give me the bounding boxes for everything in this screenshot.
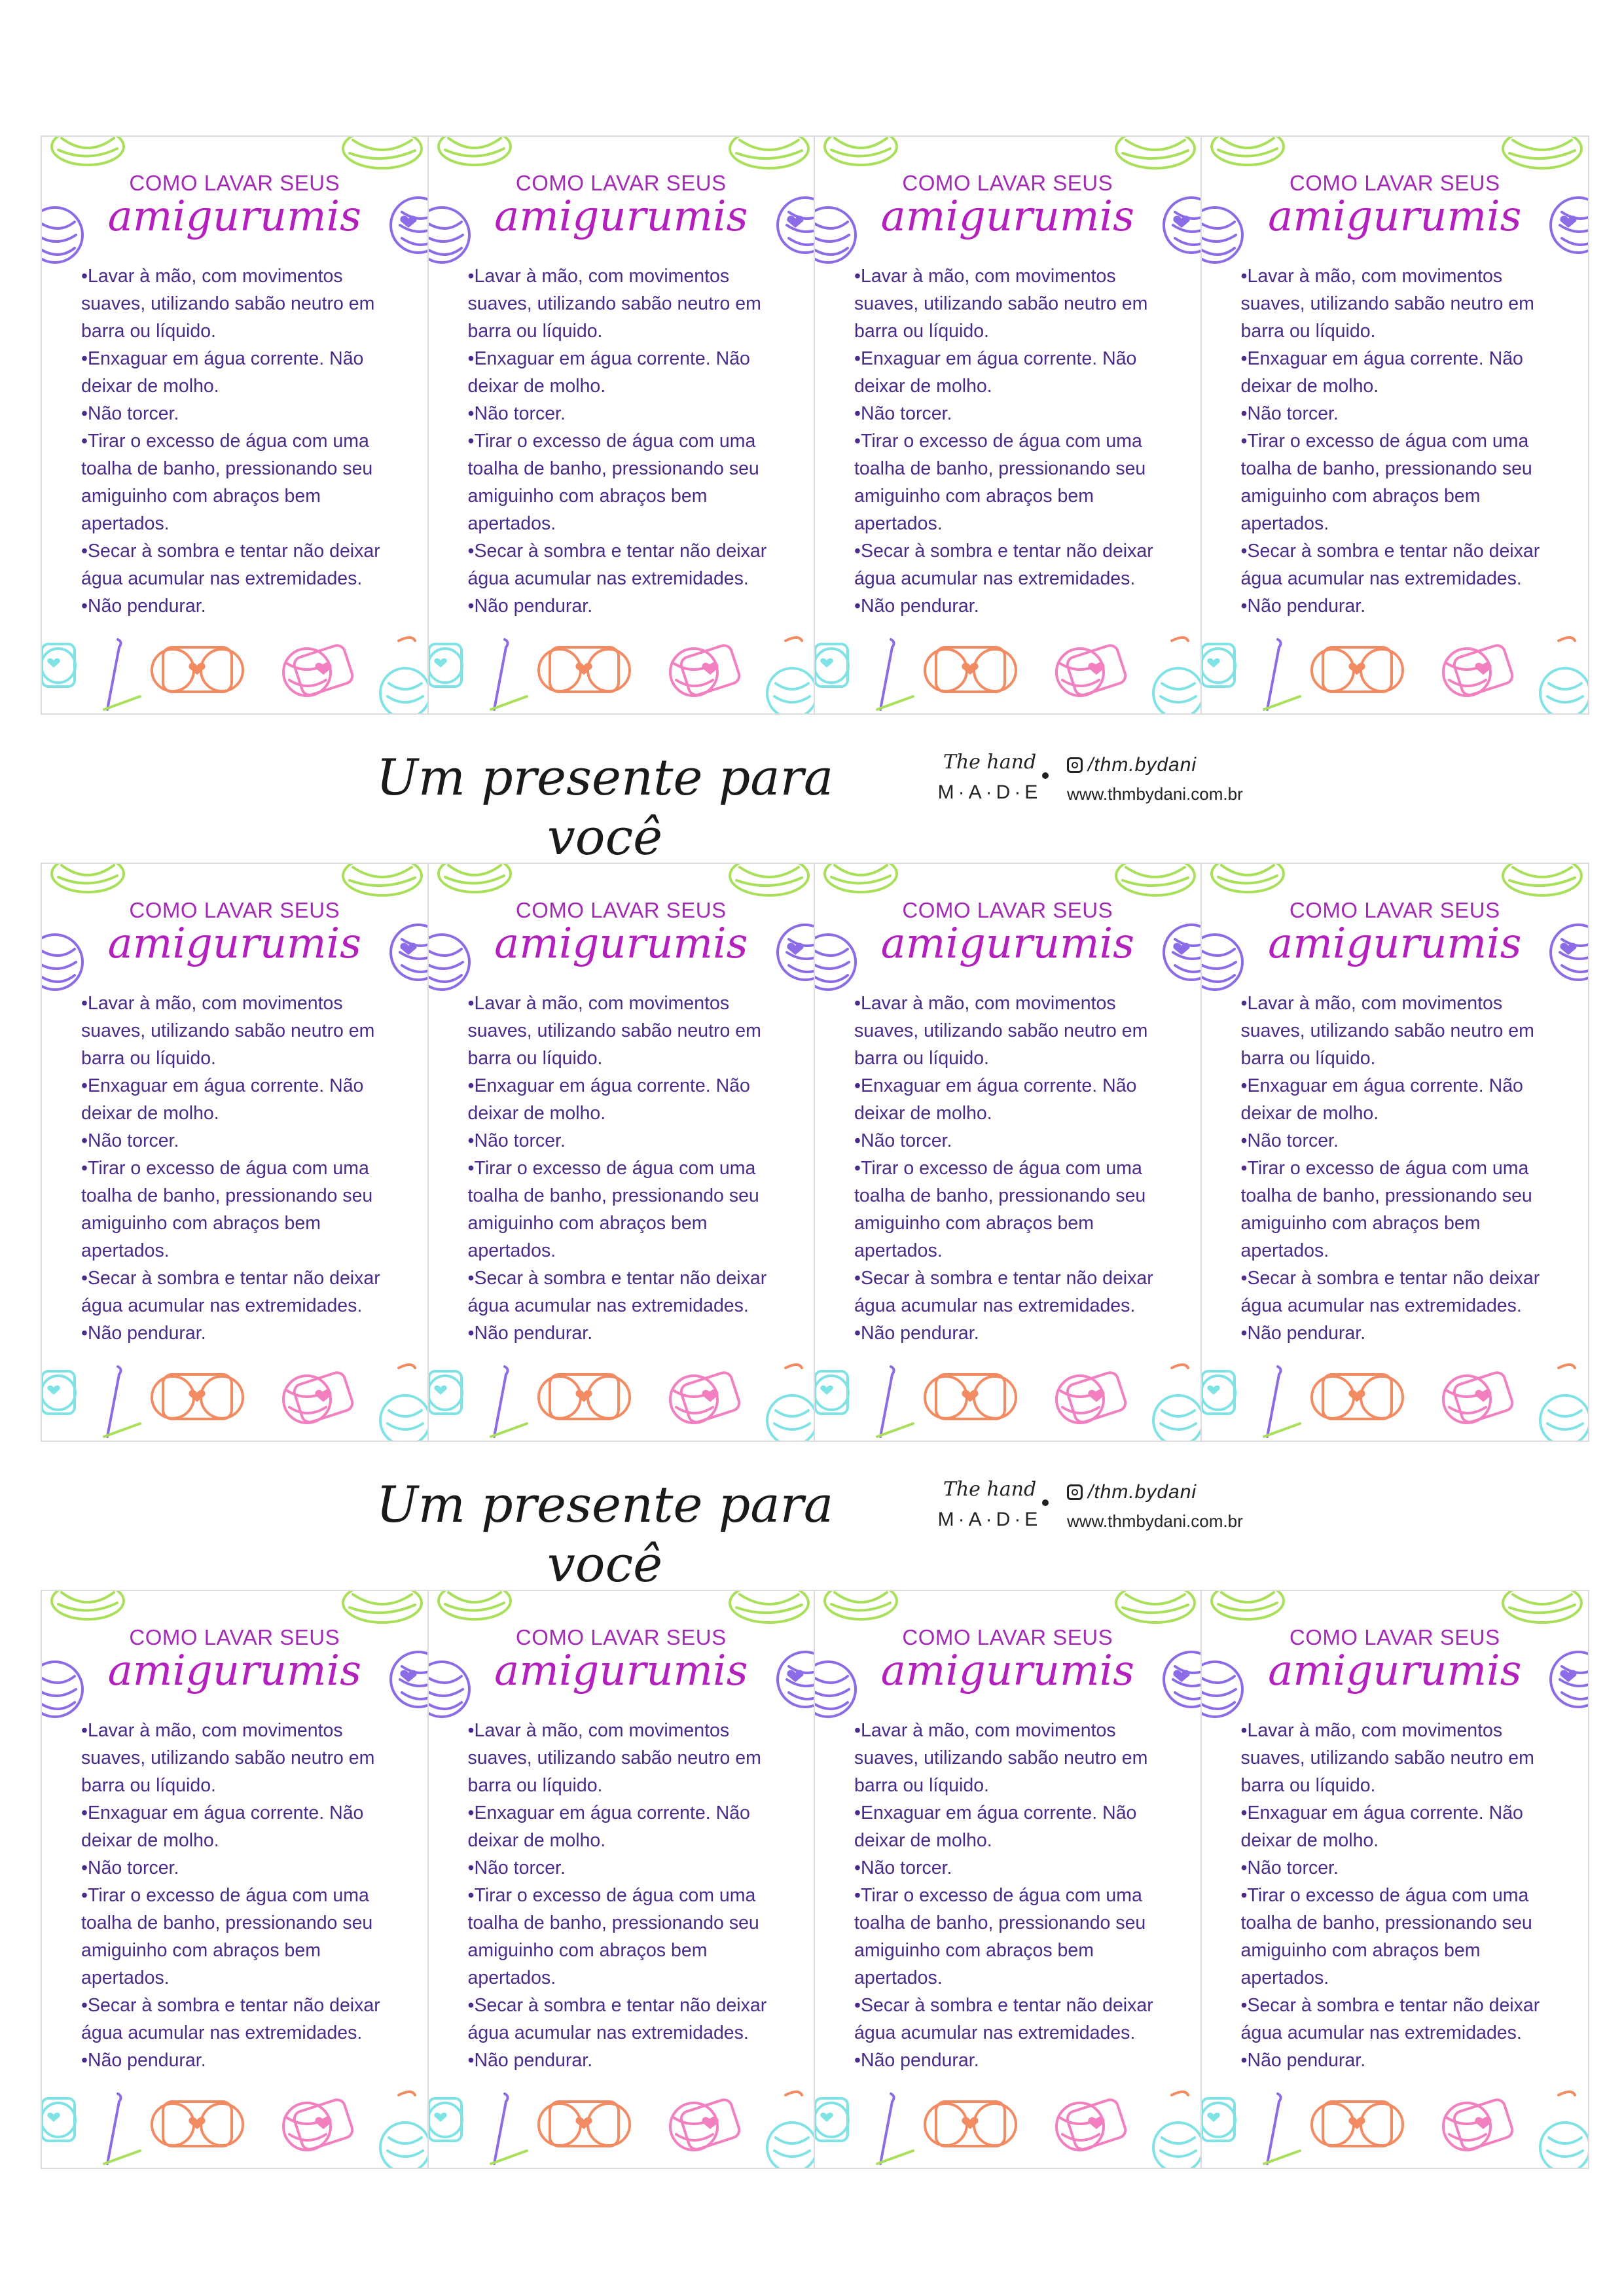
instagram-line: [1067, 1481, 1243, 1503]
care-step: • Lavar à mão, com movimentos suaves, utilizando sabão neutro em barra ou líquido.: [81, 1717, 402, 1799]
card-title-script: amigurumis: [494, 920, 748, 968]
care-card: [429, 1591, 816, 2168]
care-step: • Não torcer.: [854, 1854, 1175, 1882]
card-title-script: amigurumis: [494, 192, 748, 241]
care-card: [42, 864, 429, 1441]
care-step: • Tirar o excesso de água com uma toalha de banho, pressionando seu amiguinho com abraços bem apertados.: [81, 427, 402, 537]
care-card: [429, 137, 816, 713]
card-title-script: amigurumis: [107, 1647, 361, 1695]
care-steps-list: [1241, 1717, 1562, 2074]
care-step: • Não pendurar.: [468, 592, 789, 620]
care-step: • Tirar o excesso de água com uma toalha de banho, pressionando seu amiguinho com abraços bem apertados.: [468, 1882, 789, 1992]
brand-made: M·A·D·E: [937, 1509, 1042, 1530]
care-step: • Secar à sombra e tentar não deixar água acumular nas extremidades.: [468, 1992, 789, 2047]
care-steps-list: [854, 1717, 1175, 2074]
care-step: • Não torcer.: [81, 1127, 402, 1155]
care-step: • Tirar o excesso de água com uma toalha de banho, pressionando seu amiguinho com abraços bem apertados.: [1241, 1882, 1562, 1992]
care-step: • Não torcer.: [81, 400, 402, 427]
care-step: • Não pendurar.: [854, 592, 1175, 620]
care-steps-list: [468, 990, 789, 1347]
brand-script: The hand: [943, 1478, 1037, 1501]
website: www.thmbydani.com.br: [1067, 1511, 1243, 1531]
care-step: • Não pendurar.: [468, 1319, 789, 1347]
care-step: • Enxaguar em água corrente. Não deixar de molho.: [81, 345, 402, 400]
care-step: • Lavar à mão, com movimentos suaves, utilizando sabão neutro em barra ou líquido.: [1241, 1717, 1562, 1799]
brand-logo: [931, 753, 1049, 804]
care-step: • Enxaguar em água corrente. Não deixar de molho.: [854, 1799, 1175, 1854]
card-title-top: COMO LAVAR SEUS: [1289, 171, 1500, 195]
footer-band: [41, 747, 1589, 867]
card-title-top: COMO LAVAR SEUS: [902, 898, 1113, 922]
care-step: • Enxaguar em água corrente. Não deixar de molho.: [81, 1072, 402, 1127]
care-step: • Enxaguar em água corrente. Não deixar de molho.: [1241, 1799, 1562, 1854]
contact-info: [1067, 754, 1243, 804]
footer-band: [41, 1475, 1589, 1594]
care-step: • Enxaguar em água corrente. Não deixar de molho.: [468, 345, 789, 400]
care-step: • Não pendurar.: [854, 2047, 1175, 2074]
care-step: • Não torcer.: [1241, 400, 1562, 427]
website: www.thmbydani.com.br: [1067, 784, 1243, 804]
care-step: • Não torcer.: [854, 1127, 1175, 1155]
care-card: [42, 137, 429, 713]
card-title-top: COMO LAVAR SEUS: [902, 1625, 1113, 1649]
card-title-top: COMO LAVAR SEUS: [1289, 898, 1500, 922]
care-step: • Secar à sombra e tentar não deixar água acumular nas extremidades.: [1241, 1992, 1562, 2047]
care-step: • Tirar o excesso de água com uma toalha de banho, pressionando seu amiguinho com abraços bem apertados.: [1241, 1155, 1562, 1265]
brand-made: M·A·D·E: [937, 781, 1042, 803]
card-title-script: amigurumis: [1268, 1647, 1522, 1695]
care-step: • Não torcer.: [468, 1854, 789, 1882]
care-step: • Lavar à mão, com movimentos suaves, utilizando sabão neutro em barra ou líquido.: [468, 990, 789, 1072]
care-steps-list: [468, 1717, 789, 2074]
brand-script: The hand: [943, 751, 1037, 774]
care-card: [815, 1591, 1202, 2168]
care-step: • Enxaguar em água corrente. Não deixar de molho.: [1241, 345, 1562, 400]
care-step: • Secar à sombra e tentar não deixar água acumular nas extremidades.: [854, 1265, 1175, 1319]
care-step: • Secar à sombra e tentar não deixar água acumular nas extremidades.: [81, 1992, 402, 2047]
care-card: [815, 137, 1202, 713]
card-row: [41, 1590, 1589, 2169]
care-step: • Não torcer.: [1241, 1127, 1562, 1155]
care-step: • Tirar o excesso de água com uma toalha de banho, pressionando seu amiguinho com abraços bem apertados.: [468, 427, 789, 537]
card-title-script: amigurumis: [880, 192, 1134, 241]
care-step: • Não torcer.: [468, 400, 789, 427]
care-step: • Lavar à mão, com movimentos suaves, utilizando sabão neutro em barra ou líquido.: [81, 990, 402, 1072]
card-title-script: amigurumis: [880, 920, 1134, 968]
card-title-script: amigurumis: [107, 920, 361, 968]
gift-text: Um presente para você: [376, 748, 834, 867]
instagram-icon: [1067, 757, 1083, 773]
instagram-handle: /thm.bydani: [1088, 754, 1197, 776]
card-title-script: amigurumis: [1268, 192, 1522, 241]
card-row: [41, 135, 1589, 715]
card-title-top: COMO LAVAR SEUS: [515, 171, 727, 195]
care-step: • Secar à sombra e tentar não deixar água acumular nas extremidades.: [468, 1265, 789, 1319]
card-title-top: COMO LAVAR SEUS: [129, 171, 340, 195]
brand-logo: [931, 1480, 1049, 1531]
care-steps-list: [854, 990, 1175, 1347]
separator-dot: [1042, 772, 1049, 779]
care-step: • Tirar o excesso de água com uma toalha de banho, pressionando seu amiguinho com abraços bem apertados.: [854, 1882, 1175, 1992]
care-step: • Lavar à mão, com movimentos suaves, utilizando sabão neutro em barra ou líquido.: [854, 262, 1175, 345]
card-title-top: COMO LAVAR SEUS: [515, 898, 727, 922]
card-title-top: COMO LAVAR SEUS: [129, 1625, 340, 1649]
care-step: • Não torcer.: [1241, 1854, 1562, 1882]
care-step: • Lavar à mão, com movimentos suaves, utilizando sabão neutro em barra ou líquido.: [1241, 990, 1562, 1072]
care-steps-list: [1241, 990, 1562, 1347]
care-card: [1202, 1591, 1589, 2168]
instagram-handle: /thm.bydani: [1088, 1481, 1197, 1503]
care-step: • Lavar à mão, com movimentos suaves, utilizando sabão neutro em barra ou líquido.: [468, 1717, 789, 1799]
care-step: • Secar à sombra e tentar não deixar água acumular nas extremidades.: [854, 537, 1175, 592]
card-title-top: COMO LAVAR SEUS: [515, 1625, 727, 1649]
care-step: • Tirar o excesso de água com uma toalha de banho, pressionando seu amiguinho com abraços bem apertados.: [1241, 427, 1562, 537]
care-step: • Não pendurar.: [468, 2047, 789, 2074]
care-step: • Não torcer.: [81, 1854, 402, 1882]
care-steps-list: [81, 262, 402, 620]
care-step: • Não pendurar.: [1241, 2047, 1562, 2074]
care-step: • Enxaguar em água corrente. Não deixar de molho.: [854, 345, 1175, 400]
care-step: • Lavar à mão, com movimentos suaves, utilizando sabão neutro em barra ou líquido.: [854, 1717, 1175, 1799]
care-step: • Tirar o excesso de água com uma toalha de banho, pressionando seu amiguinho com abraços bem apertados.: [468, 1155, 789, 1265]
instagram-line: [1067, 754, 1243, 776]
care-step: • Não torcer.: [468, 1127, 789, 1155]
care-step: • Enxaguar em água corrente. Não deixar de molho.: [81, 1799, 402, 1854]
care-card: [1202, 137, 1589, 713]
care-step: • Não pendurar.: [854, 1319, 1175, 1347]
care-step: • Lavar à mão, com movimentos suaves, utilizando sabão neutro em barra ou líquido.: [1241, 262, 1562, 345]
care-step: • Não pendurar.: [81, 1319, 402, 1347]
care-step: • Secar à sombra e tentar não deixar água acumular nas extremidades.: [1241, 537, 1562, 592]
care-step: • Lavar à mão, com movimentos suaves, utilizando sabão neutro em barra ou líquido.: [81, 262, 402, 345]
card-title-top: COMO LAVAR SEUS: [902, 171, 1113, 195]
care-step: • Secar à sombra e tentar não deixar água acumular nas extremidades.: [854, 1992, 1175, 2047]
care-steps-list: [1241, 262, 1562, 620]
card-row: [41, 863, 1589, 1442]
care-step: • Tirar o excesso de água com uma toalha de banho, pressionando seu amiguinho com abraços bem apertados.: [81, 1155, 402, 1265]
card-title-top: COMO LAVAR SEUS: [1289, 1625, 1500, 1649]
care-step: • Não pendurar.: [81, 592, 402, 620]
card-title-script: amigurumis: [1268, 920, 1522, 968]
care-steps-list: [81, 990, 402, 1347]
care-steps-list: [81, 1717, 402, 2074]
card-title-script: amigurumis: [494, 1647, 748, 1695]
care-card: [42, 1591, 429, 2168]
care-step: • Não pendurar.: [81, 2047, 402, 2074]
care-step: • Secar à sombra e tentar não deixar água acumular nas extremidades.: [1241, 1265, 1562, 1319]
care-step: • Enxaguar em água corrente. Não deixar de molho.: [468, 1799, 789, 1854]
care-steps-list: [854, 262, 1175, 620]
card-title-top: COMO LAVAR SEUS: [129, 898, 340, 922]
card-title-script: amigurumis: [107, 192, 361, 241]
care-step: • Tirar o excesso de água com uma toalha de banho, pressionando seu amiguinho com abraços bem apertados.: [81, 1882, 402, 1992]
care-step: • Secar à sombra e tentar não deixar água acumular nas extremidades.: [81, 1265, 402, 1319]
card-title-script: amigurumis: [880, 1647, 1134, 1695]
care-step: • Enxaguar em água corrente. Não deixar de molho.: [854, 1072, 1175, 1127]
care-card: [815, 864, 1202, 1441]
care-step: • Não pendurar.: [1241, 1319, 1562, 1347]
care-step: • Tirar o excesso de água com uma toalha de banho, pressionando seu amiguinho com abraços bem apertados.: [854, 1155, 1175, 1265]
care-step: • Secar à sombra e tentar não deixar água acumular nas extremidades.: [81, 537, 402, 592]
care-step: • Tirar o excesso de água com uma toalha de banho, pressionando seu amiguinho com abraços bem apertados.: [854, 427, 1175, 537]
care-card: [1202, 864, 1589, 1441]
contact-info: [1067, 1481, 1243, 1532]
care-card: [429, 864, 816, 1441]
care-step: • Lavar à mão, com movimentos suaves, utilizando sabão neutro em barra ou líquido.: [468, 262, 789, 345]
care-step: • Lavar à mão, com movimentos suaves, utilizando sabão neutro em barra ou líquido.: [854, 990, 1175, 1072]
instagram-icon: [1067, 1484, 1083, 1500]
care-steps-list: [468, 262, 789, 620]
gift-text: Um presente para você: [376, 1475, 834, 1594]
care-step: • Enxaguar em água corrente. Não deixar de molho.: [468, 1072, 789, 1127]
care-step: • Não pendurar.: [1241, 592, 1562, 620]
separator-dot: [1042, 1499, 1049, 1506]
care-step: • Não torcer.: [854, 400, 1175, 427]
care-step: • Enxaguar em água corrente. Não deixar de molho.: [1241, 1072, 1562, 1127]
care-step: • Secar à sombra e tentar não deixar água acumular nas extremidades.: [468, 537, 789, 592]
